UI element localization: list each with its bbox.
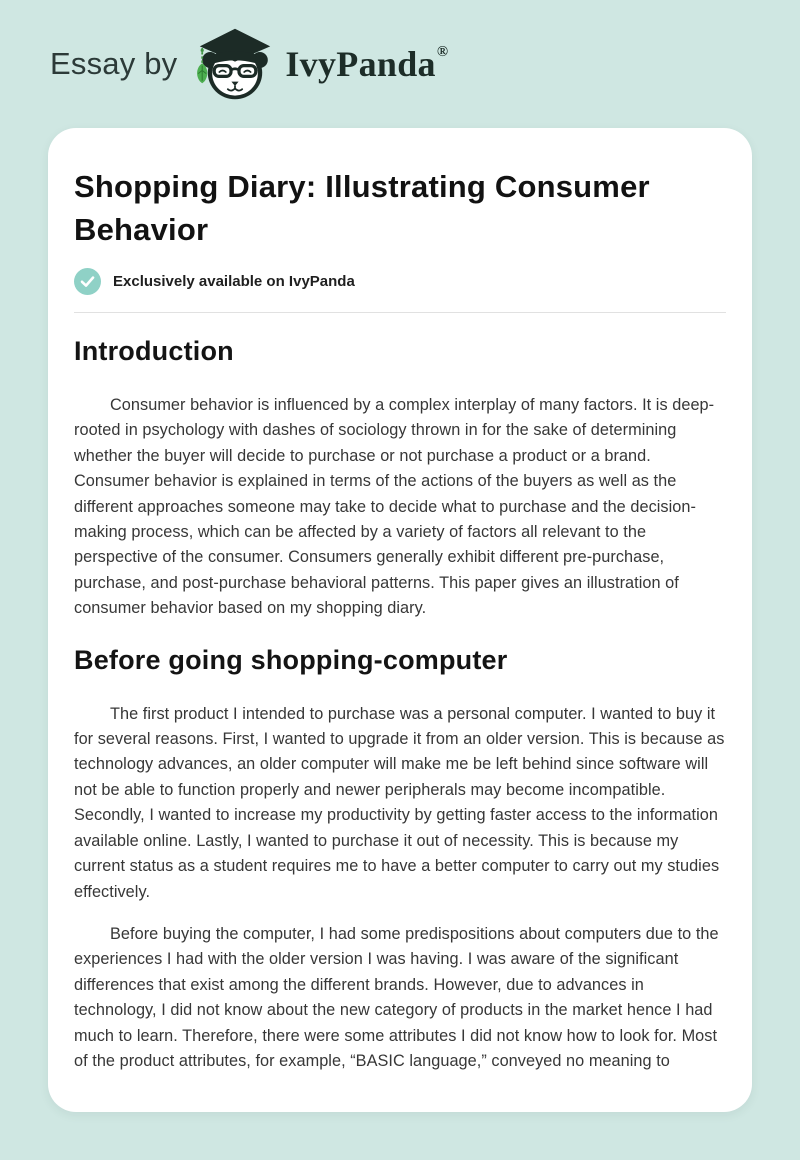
registered-mark-icon: ® (436, 43, 449, 60)
paragraph-shopping-computer-1: The first product I intended to purchase was a personal computer. I wanted to buy it for several reasons. First, I wanted to upgrade it from an older version. This is because as technology advances, an older computer will make me be left behind since software will not be able to function properly and newer peripherals may become incompatible. Secondly, I wanted to increase my productivity by getting faster access to the information available online. Lastly, I wanted to purchase it out of necessity. This is because my current status as a student requires me to have a better computer to carry out my studies effectively. (74, 704, 725, 901)
check-circle-icon (74, 268, 101, 295)
ivypanda-logo-link[interactable] (191, 23, 448, 105)
essay-card (48, 128, 752, 1112)
badge-label: Exclusively available on IvyPanda (113, 273, 355, 290)
divider (74, 312, 726, 313)
paragraph-introduction-1: Consumer behavior is influenced by a complex interplay of many factors. It is deep-rooted in psychology with dashes of sociology thrown in for the sake of determining whether the buyer will decide to purchase or not purchase a product or a brand. Consumer behavior is explained in terms of the actions of the buyers as well as the different approaches someone may take to decide what to purchase and the decision-making process, which can be affected by a variety of factors all relevant to the perspective of the consumer. Consumers generally exhibit different pre-purchase, purchase, and post-purchase behavioral patterns. This paper gives an illustration of consumer behavior based on my shopping diary. (74, 396, 715, 618)
panda-graduate-icon (191, 23, 279, 105)
brand-name: IvyPanda (285, 44, 436, 84)
essay-by-label: Essay by (50, 46, 178, 81)
paragraph-shopping-computer-2: Before buying the computer, I had some predispositions about computers due to the experiences I had with the older version I was having. I was aware of the significant differences that exist among the different brands. However, due to advances in technology, I did not know about the new category of products in the market hence I had much to learn. Therefore, there were some attributes I did not know how to look for. Most of the product attributes, for example, “BASIC language,” conveyed no meaning to (74, 924, 719, 1070)
site-header (0, 0, 800, 100)
exclusive-badge (74, 268, 726, 295)
essay-title: Shopping Diary: Illustrating Consumer Behavior (74, 169, 650, 247)
section-heading-introduction: Introduction (74, 336, 234, 366)
section-heading-before-going-shopping-computer: Before going shopping-computer (74, 644, 508, 675)
